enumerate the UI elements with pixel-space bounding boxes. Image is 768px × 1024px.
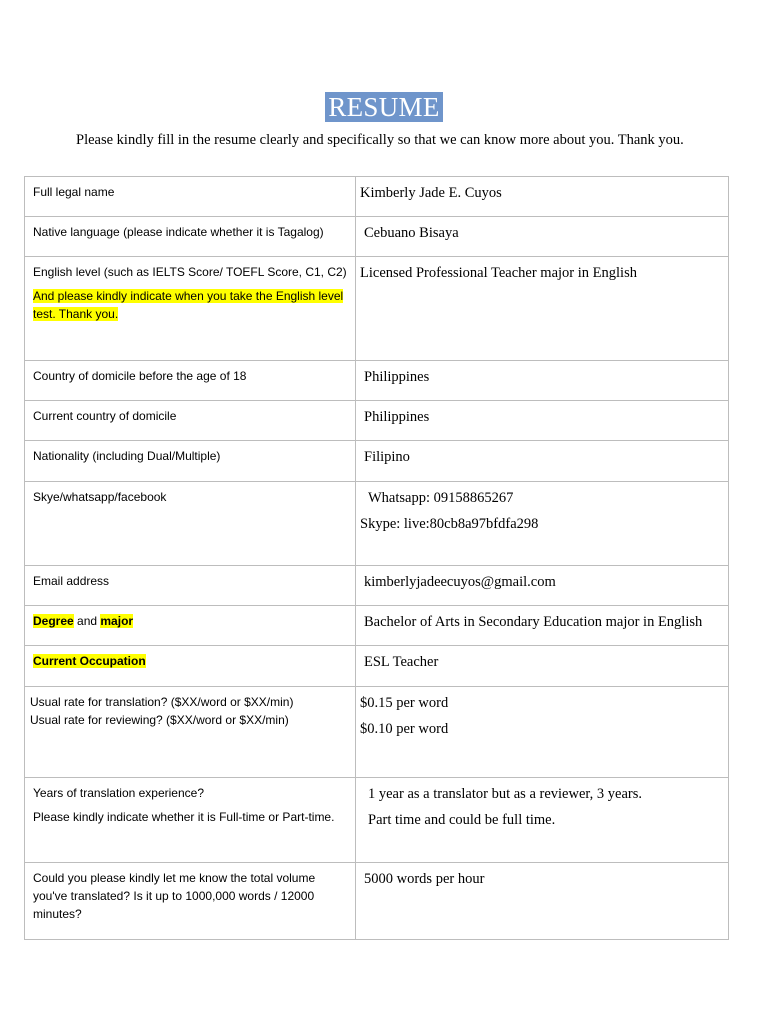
highlighted-label: Current Occupation bbox=[33, 654, 146, 668]
table-row bbox=[25, 863, 729, 940]
highlighted-label: major bbox=[100, 614, 134, 628]
row-label bbox=[25, 606, 355, 630]
table-row bbox=[25, 687, 729, 778]
row-label: Nationality (including Dual/Multiple) bbox=[33, 449, 221, 463]
table-row bbox=[25, 361, 729, 401]
row-value: Skype: live:80cb8a97bfdfa298 bbox=[360, 516, 539, 532]
row-value: Kimberly Jade E. Cuyos bbox=[360, 185, 502, 201]
row-label: Skye/whatsapp/facebook bbox=[33, 490, 167, 504]
row-note: Please kindly indicate whether it is Full-time or Part-time. bbox=[33, 810, 335, 824]
highlighted-note: And please kindly indicate when you take the English level test. Thank you. bbox=[33, 289, 344, 321]
row-value: kimberlyjadeecuyos@gmail.com bbox=[364, 574, 556, 590]
table-row bbox=[25, 441, 729, 482]
row-value: Part time and could be full time. bbox=[368, 812, 556, 828]
row-label: Current country of domicile bbox=[33, 409, 177, 423]
resume-table bbox=[24, 176, 729, 940]
row-label: Usual rate for translation? ($XX/word or $XX/min) bbox=[30, 695, 294, 709]
table-row bbox=[25, 606, 729, 646]
table-row bbox=[25, 177, 729, 217]
row-label: Years of translation experience? bbox=[33, 786, 204, 800]
row-value: 1 year as a translator but as a reviewer, 3 years. bbox=[368, 786, 642, 802]
table-row bbox=[25, 401, 729, 441]
intro-text: Please kindly fill in the resume clearly and specifically so that we can know more about you. Thank you. bbox=[76, 132, 684, 148]
page-title: RESUME bbox=[325, 92, 442, 122]
table-row bbox=[25, 257, 729, 361]
row-value: ESL Teacher bbox=[364, 654, 439, 670]
row-value: $0.10 per word bbox=[360, 721, 449, 737]
row-value: Philippines bbox=[364, 369, 430, 385]
table-row bbox=[25, 217, 729, 257]
row-label: Country of domicile before the age of 18 bbox=[33, 369, 247, 383]
table-row bbox=[25, 566, 729, 606]
table-row bbox=[25, 778, 729, 863]
table-row bbox=[25, 646, 729, 687]
row-value: Whatsapp: 09158865267 bbox=[368, 490, 514, 506]
row-value: Licensed Professional Teacher major in English bbox=[360, 265, 637, 281]
row-label: English level (such as IELTS Score/ TOEFL Score, C1, C2) bbox=[33, 265, 347, 279]
row-label: Native language (please indicate whether it is Tagalog) bbox=[33, 225, 324, 239]
row-value: $0.15 per word bbox=[360, 695, 449, 711]
row-value: Filipino bbox=[364, 449, 410, 465]
highlighted-label: Degree bbox=[33, 614, 74, 628]
row-label: Usual rate for reviewing? ($XX/word or $XX/min) bbox=[30, 713, 289, 727]
row-label: Could you please kindly let me know the total volume you've translated? Is it up to 1000,000 words / 12000 minutes? bbox=[33, 871, 316, 921]
row-label: Email address bbox=[33, 574, 110, 588]
table-row bbox=[25, 482, 729, 566]
row-value: Philippines bbox=[364, 409, 430, 425]
label-connector: and bbox=[73, 614, 101, 628]
row-value: 5000 words per hour bbox=[364, 871, 485, 887]
title-wrap bbox=[0, 92, 768, 122]
row-label: Full legal name bbox=[33, 185, 115, 199]
row-value: Bachelor of Arts in Secondary Education major in English bbox=[364, 614, 703, 630]
row-value: Cebuano Bisaya bbox=[364, 225, 459, 241]
